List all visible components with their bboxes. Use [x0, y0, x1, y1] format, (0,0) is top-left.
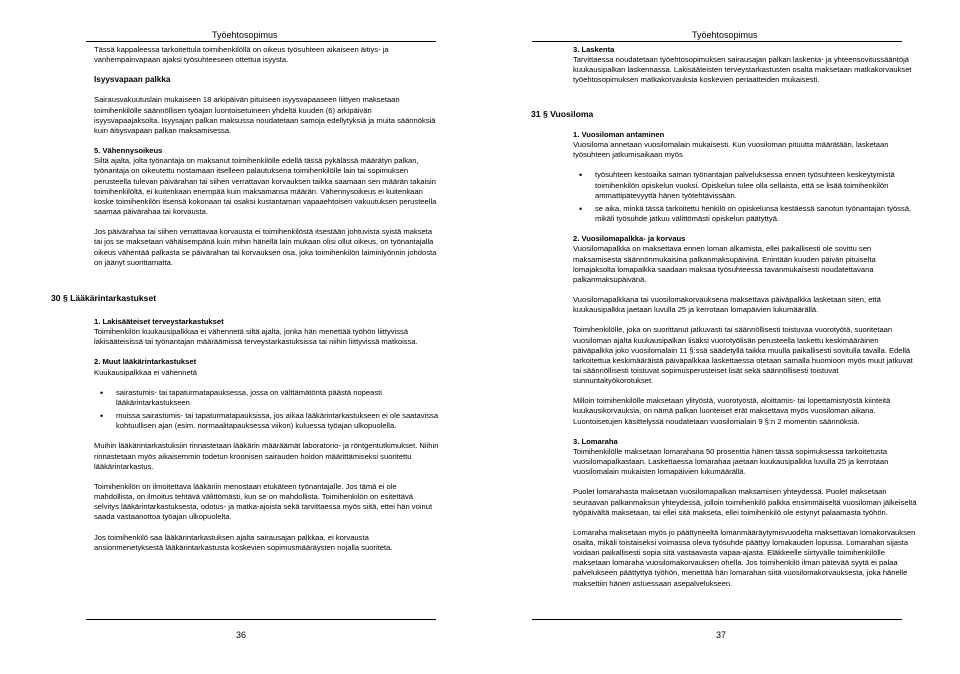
list-item: • se aika, minkä tässä tarkoitettu henkilö on opiskelunsa kestäessä sanotun työnantajan työssä, mikäli työsuhde jatkuu välittömästi opiskelun päätyttyä. [579, 203, 912, 224]
sec31-heading: 31 § Vuosiloma [531, 109, 594, 119]
sec3-paragraph: Tarvittaessa noudatetaan työehtosopimuksen sairausajan palkan laskenta- ja yhteensovitussääntöjä kuukausipalkan laskennassa. Lakisääteisten terveystarkastusten osalta maksetaan matkakorvaukset työehtosopimuksen matkakorvauksia koskevien periaatteiden mukaisesti. [573, 55, 912, 85]
sec3b-paragraph-1: Toimihenkilölle maksetaan lomarahana 50 prosenttia hänen tässä sopimuksessa tarkoitetusta vuosilomapalkastaan. Laskettaessa lomarahaa jaetaan kuukausipalkka luvulla 25 ja kerrotaan vuosilomalain mukaisten lomapäivien lukumäärällä. [573, 446, 889, 477]
sec1-heading: 1. Vuosiloman antaminen [573, 130, 665, 139]
sec3-heading: 3. Laskenta [573, 45, 615, 54]
page-number: 36 [236, 630, 247, 640]
list-item: • sairastumis- tai tapaturmatapauksessa, jossa on välttämätöntä päästä nopeasti lääkärintarkastukseen [100, 387, 382, 407]
sec2-paragraph-2: Vuosilomapalkkana tai vuosilomakorvauksena maksettava päiväpalkka lasketaan siten, että kuukausipalkka jaetaan luvulla 25 ja kerrotaan lomapäivien lukumäärällä. [573, 295, 881, 315]
sec1-paragraph: Vuosiloma annetaan vuosilomalain mukaisesti. Kun vuosiloman pituutta määrätään, lasketaan työsuhteen jatkumisaikaan myös [573, 140, 889, 160]
sec5-paragraph-1: Siltä ajalta, jolta työnantaja on maksanut toimihenkilölle edellä tässä pykälässä määrätyn palkan, työnantaja on oikeutettu nostamaan itselleen palautuksena toimihenkilölle lain tai sopimuksen perusteella tulevan päivärahan tai siihen verrattavan korvauksen taikka saamaan sen määrän takaisin toimihenkilöltä, ei kuitenkaan enempää kuin maksamansa määrän. Vähennysoikeus ei kuitenkaan koske toimihenkilön itsensä kokonaan tai osaksi kustantaman vapaaehtoisen vakuutuksen perusteella saamaa päivärahaa tai korvausta. [94, 156, 437, 217]
header-rule [86, 41, 436, 42]
page-number: 37 [716, 630, 727, 640]
bullet-icon: • [100, 411, 104, 422]
sec30-2-bullet-list [94, 388, 439, 432]
sec2-heading: 2. Vuosilomapalkka- ja korvaus [573, 234, 686, 244]
footer-rule [86, 619, 436, 620]
sec2-paragraph-3: Toimihenkilölle, joka on suorittanut jatkuvasti tai säännöllisesti toistuvaa vuorotyötä, suoritetaan vuosiloman ajalta kuukausipalkan lisäksi vuorotyölisän perusteella laskettu keskimääräinen päiväpalkka joko vuosilomalain 11 §:ssä säädetyllä taikka muulla paikallisesti sovitulla tavalla. Edellä tarkoitettua keskimääräistä päiväpalkkaa laskettaessa otetaan samalla huomioon myös muut jatkuvat tai säännöllisesti toistuvat sopimusperusteiset lisät sekä säännöllisesti toistuvat sunnuntaityökorotukset. [573, 325, 913, 386]
bullet-icon: • [579, 203, 583, 214]
sec2-paragraph-4: Milloin toimihenkilölle maksetaan ylityöstä, vuorotyöstä, aloittamis- tai lopettamistyöstä kiinteitä kuukausikorvauksia, on nämä palkan luonteiset erät maksettava myös vuosiloman aikana. Luontoisetujen käsittelyssä noudatetaan vuosilomalain 9 §:n 2 momentin säännöksiä. [573, 396, 891, 426]
left-upper-column [94, 45, 439, 278]
sec2-paragraph-1: Vuosilomapalkka on maksettava ennen loman alkamista, ellei paikallisesti ole sovittu sen maksamisesta säännönmukaisina palkanmaksupäivinä. Enintään kuuden päivän pituiselta lomajaksolta lomapalkka saadaan maksaa työsuhteessa tavanmukaisesti noudatettavana palkanmaksupäivänä. [573, 244, 876, 284]
isyys-heading: Isyysvapaan palkka [94, 75, 171, 85]
sec30-1-paragraph: Toimihenkilön kuukausipalkkaa ei vähennetä siltä ajalta, jonka hän menettää työhön liittyvissä lakisääteisissä tai työnantajan määräämissä terveystarkastuksissa tai niihin liittyvissä matkoissa. [94, 327, 418, 347]
right-page [480, 0, 960, 674]
sec30-1-heading: 1. Lakisääteiset terveystarkastukset [94, 317, 224, 326]
right-lower-column [573, 130, 918, 599]
sec30-2-paragraph-2: Toimihenkilön on ilmoitettava lääkäriin menostaan etukäteen työnantajalle. Jos tämä ei ole mahdollista, on ilmoitus tehtävä välittömästi, kun se on mahdollista. Toimihenkilön on esitettävä selvitys lääkärintarkastuksesta, odotus- ja matka-ajoista sekä tarvittaessa myös siitä, ettei hän voinut saada vastaanottoa työajan ulkopuolelta. [94, 481, 433, 522]
intro-paragraph: Tässä kappaleessa tarkoitettula toimihenkilöllä on oikeus työsuhteen aikaiseen äitiys- ja vanhempainvapaan ajaksi työsuhteeseen ottettua isyysta. [94, 45, 389, 65]
sec3b-paragraph-3: Lomaraha maksetaan myös jo päättyneeltä lomanmääräytymisvuodelta maksettavan lomakorvauksen osalta, mikäli toistaiseksi voimassa oleva työsuhde päättyy lomakauden lopussa. Lomarahan sijasta voidaan paikallisesti sopia sitä vastaavasta vapaa-ajasta. Eläkkeelle siirtyvälle toimihenkilölle maksetaan lomaraha vuosilomakorvauksen ohella. Jos toimihenkilö ilman pätevää syytä ei palaa palvelukseen päättyttyä työhön, menettää hän lomarahan siitä vuosilomakorvauksesta, joka hänelle maksettiin hänen astuessaan asepalvelukseen. [573, 527, 916, 588]
list-item: • muissa sairastumis- tai tapaturmatapauksissa, jos aikaa lääkärintarkastukseen ei ole saatavissa kohtuullisen ajan (esim. normaalitapauksessa viikon) kuluessa työajan ulkopuolella. [100, 411, 439, 431]
sec3b-heading: 3. Lomaraha [573, 436, 618, 446]
sec30-2-paragraph-3: Jos toimihenkilö saa lääkärintarkastuksen ajalta sairausajan palkkaa, ei korvausta ansionmenetyksestä lääkärintarkastusta koskevien sopimusmääräysten nojalla suoriteta. [94, 532, 393, 552]
left-lower-column [94, 317, 439, 563]
sec30-heading: 30 § Lääkärintarkastukset [51, 293, 157, 303]
sec30-2-lead: Kuukausipalkkaa ei vähennetä [94, 367, 198, 377]
bullet-icon: • [579, 170, 583, 181]
sec3b-paragraph-2: Puolet lomarahasta maksetaan vuosilomapalkan maksamisen yhteydessä. Puolet maksetaan seuraavan palkanmaksun yhteydessä, jolloin toimihenkilö palkka ensimmäiseltä vuosiloman jälkeiseltä työpäivältä maksetaan, tai ellei sitä makseta, ellei toimihenkilö ole estynyt palaamasta työhön. [573, 487, 917, 517]
bullet-icon: • [100, 387, 104, 398]
sec1-bullet-list [573, 170, 918, 224]
running-head: Työehtosopimus [212, 30, 278, 40]
list-item: • työsuhteen kestoaika saman työnantajan palveluksessa ennen työsuhteen keskeytymistä toimihenkilön opiskelun vuoksi. Opiskelun tulee olla sellaista, että se lisää toimihenkilön ammattipätevyyttä hänen työtehtävissään. [579, 170, 895, 200]
sec30-2-heading: 2. Muut lääkärintarkastukset [94, 357, 197, 367]
header-rule [532, 41, 902, 42]
right-upper-column [573, 45, 918, 96]
sec5-paragraph-2: Jos päivärahaa tai siihen verrattavaa korvausta ei toimihenkilöstä itsestään johtuvista syistä makseta tai jos se maksetaan vähäisempänä kuin mihin hänellä lain mukaan olisi ollut oikeus, on työnantajalla oikeus vähentää palkasta se päivärahan tai korvauksen osa, joka toimihenkilön laiminlyönnin johdosta on jäänyt suorittamatta. [94, 227, 437, 267]
sec30-2-paragraph-1: Muihin lääkärintarkastuksiin rinnastetaan lääkärin määräämät laboratorio- ja röntgentutkimukset. Niihin rinnastetaan myös aikaisemmin todetun kroonisen sairauden hoidon määrittämiseksi suoritettu lääkärintarkastus. [94, 441, 439, 471]
isyys-paragraph: Sairausvakuutuslain mukaiseen 18 arkipäivän pituiseen isyysvapaaseen liittyen maksetaan toimihenkilölle säännöllisen työajan luontoisetuineen yhdeltä kuuden (6) arkipäivän isyysvapaajaksolta. Isyysajan palkan maksussa noudatetaan samoja edellytyksiä ja muita säännöksiä kuin äitiysvapaan palkan maksamisessa. [94, 95, 436, 135]
running-head: Työehtosopimus [692, 30, 758, 40]
sec5-heading: 5. Vähennysoikeus [94, 146, 163, 156]
footer-rule [532, 619, 902, 620]
